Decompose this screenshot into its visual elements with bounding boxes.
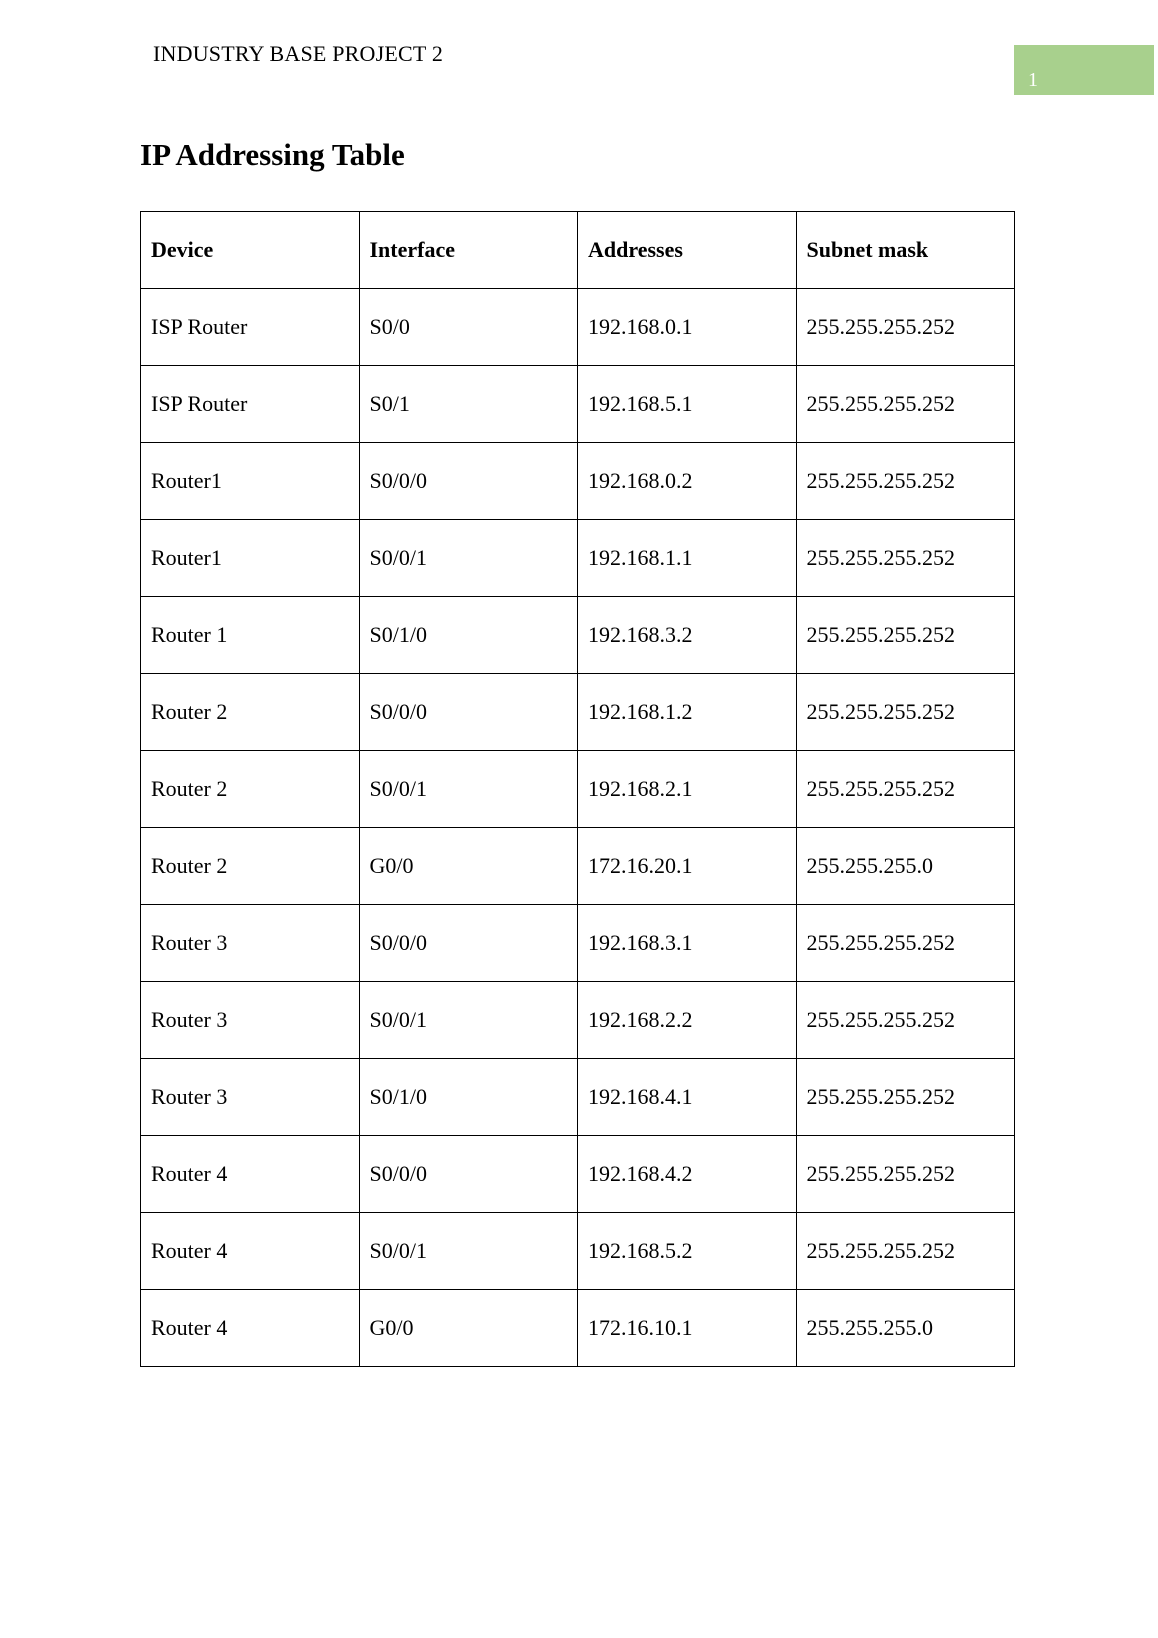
running-header-title: INDUSTRY BASE PROJECT 2 xyxy=(153,41,444,66)
table-row xyxy=(141,443,1015,520)
column-header-interface: Interface xyxy=(359,212,578,289)
cell-subnet-mask: 255.255.255.252 xyxy=(796,366,1015,443)
cell-address: 192.168.5.1 xyxy=(578,366,797,443)
table-row xyxy=(141,828,1015,905)
cell-device: Router 4 xyxy=(141,1136,360,1213)
table-row xyxy=(141,1290,1015,1367)
cell-device: Router 2 xyxy=(141,674,360,751)
cell-subnet-mask: 255.255.255.252 xyxy=(796,1213,1015,1290)
page-title: IP Addressing Table xyxy=(140,137,405,172)
cell-subnet-mask: 255.255.255.252 xyxy=(796,520,1015,597)
page-number-badge xyxy=(1014,45,1154,95)
table-row xyxy=(141,1213,1015,1290)
cell-device: Router 2 xyxy=(141,828,360,905)
cell-address: 172.16.10.1 xyxy=(578,1290,797,1367)
cell-subnet-mask: 255.255.255.252 xyxy=(796,905,1015,982)
table-row xyxy=(141,520,1015,597)
cell-address: 192.168.0.2 xyxy=(578,443,797,520)
cell-address: 192.168.3.1 xyxy=(578,905,797,982)
page-number: 1 xyxy=(1028,69,1038,91)
table-row xyxy=(141,905,1015,982)
cell-interface: S0/0/0 xyxy=(359,674,578,751)
cell-address: 192.168.1.1 xyxy=(578,520,797,597)
cell-subnet-mask: 255.255.255.0 xyxy=(796,828,1015,905)
cell-interface: S0/0/1 xyxy=(359,520,578,597)
table-body xyxy=(141,289,1015,1367)
cell-address: 192.168.2.1 xyxy=(578,751,797,828)
cell-interface: G0/0 xyxy=(359,1290,578,1367)
cell-address: 192.168.1.2 xyxy=(578,674,797,751)
cell-device: Router 1 xyxy=(141,597,360,674)
cell-device: ISP Router xyxy=(141,289,360,366)
cell-device: Router 2 xyxy=(141,751,360,828)
cell-subnet-mask: 255.255.255.252 xyxy=(796,443,1015,520)
cell-interface: S0/0 xyxy=(359,289,578,366)
cell-address: 192.168.4.2 xyxy=(578,1136,797,1213)
cell-address: 192.168.4.1 xyxy=(578,1059,797,1136)
cell-subnet-mask: 255.255.255.252 xyxy=(796,1059,1015,1136)
table-row xyxy=(141,289,1015,366)
column-header-device: Device xyxy=(141,212,360,289)
cell-subnet-mask: 255.255.255.252 xyxy=(796,289,1015,366)
cell-subnet-mask: 255.255.255.0 xyxy=(796,1290,1015,1367)
cell-interface: S0/0/0 xyxy=(359,1136,578,1213)
cell-address: 172.16.20.1 xyxy=(578,828,797,905)
table-row xyxy=(141,674,1015,751)
cell-address: 192.168.5.2 xyxy=(578,1213,797,1290)
cell-subnet-mask: 255.255.255.252 xyxy=(796,751,1015,828)
cell-device: Router 4 xyxy=(141,1290,360,1367)
cell-interface: S0/0/0 xyxy=(359,905,578,982)
table-row xyxy=(141,982,1015,1059)
cell-interface: S0/1/0 xyxy=(359,1059,578,1136)
table-header-row xyxy=(141,212,1015,289)
cell-device: Router 3 xyxy=(141,905,360,982)
table-row xyxy=(141,366,1015,443)
cell-interface: G0/0 xyxy=(359,828,578,905)
column-header-addresses: Addresses xyxy=(578,212,797,289)
column-header-subnet-mask: Subnet mask xyxy=(796,212,1015,289)
table-row xyxy=(141,597,1015,674)
cell-device: Router 4 xyxy=(141,1213,360,1290)
cell-device: Router 3 xyxy=(141,982,360,1059)
cell-interface: S0/0/1 xyxy=(359,751,578,828)
table-row xyxy=(141,751,1015,828)
cell-interface: S0/1 xyxy=(359,366,578,443)
cell-address: 192.168.2.2 xyxy=(578,982,797,1059)
cell-subnet-mask: 255.255.255.252 xyxy=(796,982,1015,1059)
cell-interface: S0/1/0 xyxy=(359,597,578,674)
cell-address: 192.168.3.2 xyxy=(578,597,797,674)
cell-interface: S0/0/0 xyxy=(359,443,578,520)
cell-subnet-mask: 255.255.255.252 xyxy=(796,597,1015,674)
cell-subnet-mask: 255.255.255.252 xyxy=(796,674,1015,751)
cell-device: ISP Router xyxy=(141,366,360,443)
cell-subnet-mask: 255.255.255.252 xyxy=(796,1136,1015,1213)
cell-device: Router 3 xyxy=(141,1059,360,1136)
cell-interface: S0/0/1 xyxy=(359,1213,578,1290)
cell-address: 192.168.0.1 xyxy=(578,289,797,366)
table-row xyxy=(141,1059,1015,1136)
cell-device: Router1 xyxy=(141,520,360,597)
table-row xyxy=(141,1136,1015,1213)
cell-device: Router1 xyxy=(141,443,360,520)
ip-addressing-table xyxy=(140,211,1015,1367)
cell-interface: S0/0/1 xyxy=(359,982,578,1059)
